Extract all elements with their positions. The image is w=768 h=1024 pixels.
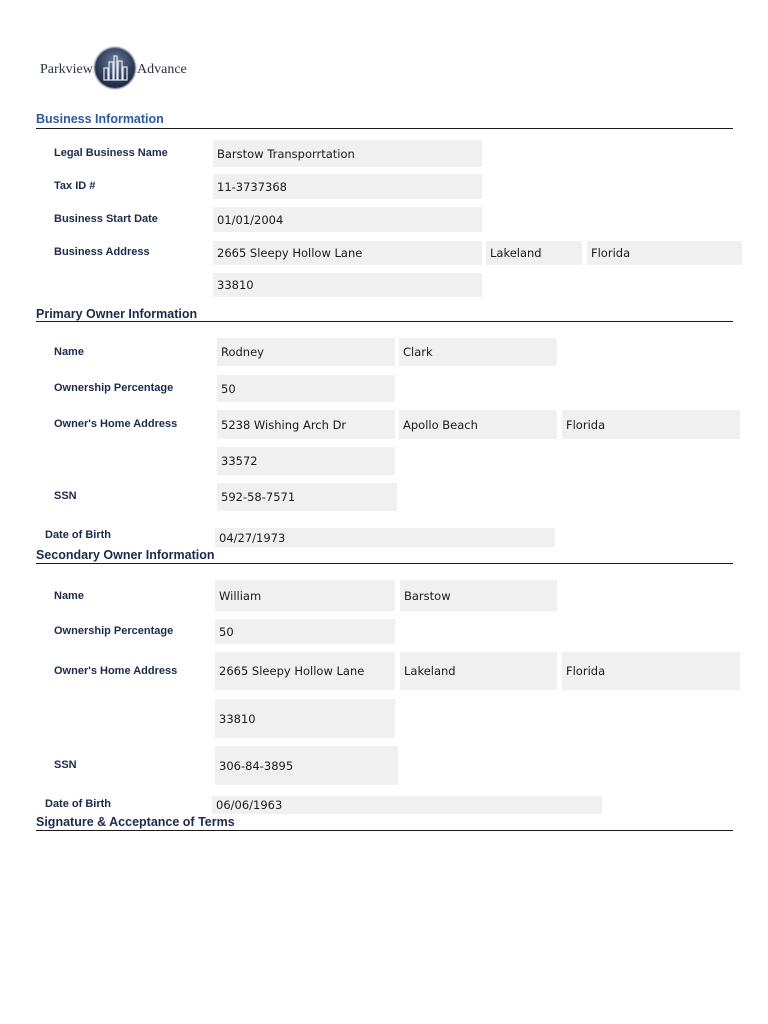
primary-ownership-label: Ownership Percentage <box>54 382 174 394</box>
section-divider <box>36 321 733 322</box>
start-date-label: Business Start Date <box>54 213 158 225</box>
primary-ownership-field[interactable]: 50 <box>217 375 395 402</box>
primary-dob-field[interactable]: 04/27/1973 <box>215 528 555 547</box>
business-state-field[interactable]: Florida <box>587 241 742 265</box>
primary-last-name-field[interactable]: Clark <box>399 338 557 366</box>
primary-street-field[interactable]: 5238 Wishing Arch Dr <box>217 410 395 439</box>
secondary-dob-field[interactable]: 06/06/1963 <box>212 796 602 814</box>
business-start-date-field[interactable]: 01/01/2004 <box>213 207 482 232</box>
secondary-dob-label: Date of Birth <box>45 798 111 810</box>
section-divider <box>36 830 733 831</box>
section-divider <box>36 563 733 564</box>
primary-name-label: Name <box>54 346 84 358</box>
primary-ssn-label: SSN <box>54 490 77 502</box>
primary-state-field[interactable]: Florida <box>562 410 740 439</box>
business-section-title: Business Information <box>36 112 164 126</box>
business-street-field[interactable]: 2665 Sleepy Hollow Lane <box>213 241 482 265</box>
secondary-name-label: Name <box>54 590 84 602</box>
secondary-last-name-field[interactable]: Barstow <box>400 580 557 611</box>
secondary-first-name-field[interactable]: William <box>215 580 395 611</box>
secondary-ownership-label: Ownership Percentage <box>54 625 174 637</box>
primary-first-name-field[interactable]: Rodney <box>217 338 395 366</box>
primary-owner-section-title: Primary Owner Information <box>36 307 198 321</box>
primary-address-label: Owner's Home Address <box>54 418 178 430</box>
tax-id-label: Tax ID # <box>54 180 96 192</box>
secondary-state-field[interactable]: Florida <box>562 652 740 690</box>
legal-name-label: Legal Business Name <box>54 147 168 159</box>
business-zip-field[interactable]: 33810 <box>213 273 482 297</box>
secondary-zip-field[interactable]: 33810 <box>215 699 395 738</box>
brand-name-left: Parkview <box>40 62 93 77</box>
secondary-city-field[interactable]: Lakeland <box>400 652 557 690</box>
section-divider <box>36 128 733 129</box>
secondary-street-field[interactable]: 2665 Sleepy Hollow Lane <box>215 652 395 690</box>
tax-id-field[interactable]: 11-3737368 <box>213 174 482 199</box>
business-city-field[interactable]: Lakeland <box>486 241 582 265</box>
primary-dob-label: Date of Birth <box>45 529 111 541</box>
legal-business-name-field[interactable]: Barstow Transporrtation <box>213 140 482 167</box>
secondary-ownership-field[interactable]: 50 <box>215 619 395 644</box>
secondary-ssn-label: SSN <box>54 759 77 771</box>
skyline-icon <box>95 48 135 88</box>
primary-zip-field[interactable]: 33572 <box>217 447 395 475</box>
secondary-owner-section-title: Secondary Owner Information <box>36 548 215 562</box>
business-address-label: Business Address <box>54 246 150 258</box>
primary-ssn-field[interactable]: 592-58-7571 <box>217 483 397 511</box>
brand-name-right: Advance <box>137 62 187 77</box>
signature-section-title: Signature & Acceptance of Terms <box>36 815 235 829</box>
secondary-ssn-field[interactable]: 306-84-3895 <box>215 746 398 785</box>
secondary-address-label: Owner's Home Address <box>54 665 178 677</box>
primary-city-field[interactable]: Apollo Beach <box>399 410 557 439</box>
